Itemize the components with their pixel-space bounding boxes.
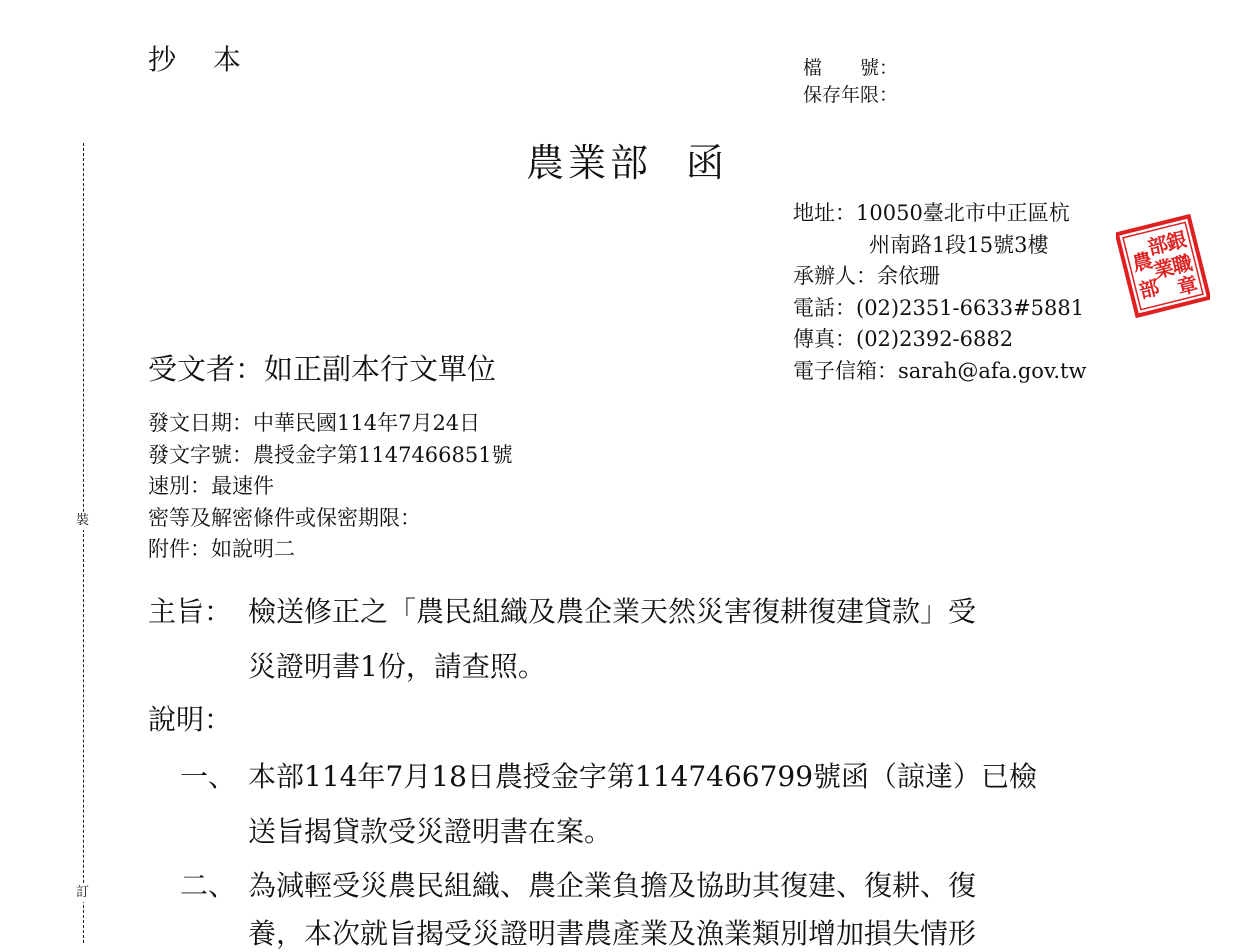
svg-text:農: 農 (1129, 247, 1155, 276)
file-number-label: 檔 號： (803, 57, 899, 79)
speed: 速別：最速件 (148, 474, 274, 498)
recipient: 受文者：如正副本行文單位 (148, 352, 497, 386)
document-title (526, 132, 728, 187)
fax: 傳真：(02)2392-6882 (793, 327, 1014, 351)
issue-date: 發文日期：中華民國114年7月24日 (148, 411, 481, 435)
contact-block (793, 198, 1086, 387)
title-doc-type: 函 (686, 141, 729, 185)
document-meta (148, 408, 513, 566)
svg-text:職: 職 (1169, 250, 1195, 279)
svg-text:銀: 銀 (1163, 226, 1189, 256)
svg-text:部: 部 (1145, 231, 1171, 260)
item2-line2: 養，本次就旨揭受災證明書農產業及漁業類別增加損失情形 (248, 917, 977, 950)
item1-line2: 送旨揭貸款受災證明書在案。 (248, 815, 613, 848)
subject-label: 主旨： (148, 595, 233, 628)
copy-label: 抄 本 (148, 43, 255, 76)
phone: 電話：(02)2351-6633#5881 (793, 295, 1085, 320)
official-seal (1116, 214, 1210, 318)
address-line1: 地址：10050臺北市中正區杭 (793, 201, 1070, 225)
item1-number: 一、 (180, 760, 237, 793)
binding-char-ding: 訂 (76, 885, 90, 900)
handler: 承辦人：余依珊 (793, 264, 940, 288)
explain-label: 說明： (148, 703, 233, 736)
file-info-block (803, 55, 898, 109)
subject-line2: 災證明書1份，請查照。 (248, 650, 546, 683)
binding-dashed-line (83, 143, 84, 943)
email: 電子信箱：sarah@afa.gov.tw (793, 358, 1087, 383)
svg-text:業: 業 (1151, 254, 1177, 283)
retention-label: 保存年限： (803, 84, 899, 106)
subject-line1: 檢送修正之「農民組織及農企業天然災害復耕復建貸款」受 (248, 595, 977, 628)
address-line2: 州南路1段15號3樓 (869, 232, 1049, 257)
svg-text:部: 部 (1136, 274, 1162, 304)
title-org: 農業部 (526, 141, 653, 185)
binding-char-zhuang: 裝 (76, 513, 90, 528)
item2-line1: 為減輕受災農民組織、農企業負擔及協助其復建、復耕、復 (248, 869, 977, 902)
doc-number: 發文字號：農授金字第1147466851號 (148, 442, 513, 467)
item1-line1: 本部114年7月18日農授金字第1147466799號函（諒達）已檢 (248, 760, 1038, 793)
svg-text:章: 章 (1174, 271, 1201, 300)
attachment: 附件：如說明二 (148, 537, 295, 561)
item2-number: 二、 (180, 869, 237, 902)
secrecy: 密等及解密條件或保密期限： (148, 505, 421, 530)
